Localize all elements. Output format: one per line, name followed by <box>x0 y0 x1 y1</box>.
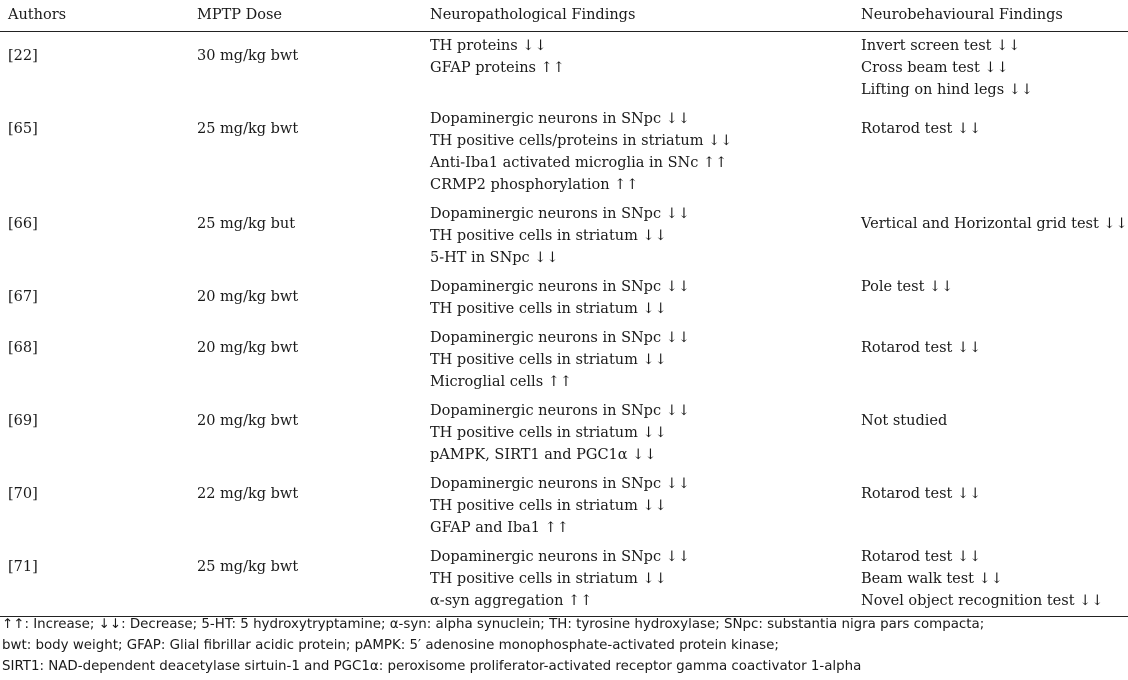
table-footnote <box>2 614 1126 677</box>
table-header <box>0 0 1128 32</box>
finding-line: Pole test ↓↓ <box>861 279 954 295</box>
finding-line: GFAP proteins ↑↑ <box>430 60 565 76</box>
cell-neuropathological <box>430 273 861 324</box>
finding-line: TH positive cells in striatum ↓↓ <box>430 352 667 368</box>
finding-line: TH positive cells in striatum ↓↓ <box>430 571 667 587</box>
table-row <box>0 32 1128 106</box>
table-row <box>0 397 1128 470</box>
finding-line: Rotarod test ↓↓ <box>861 549 982 565</box>
finding-line: Dopaminergic neurons in SNpc ↓↓ <box>430 476 690 492</box>
table-row <box>0 200 1128 273</box>
cell-mptp-dose: 22 mg/kg bwt <box>197 486 299 502</box>
finding-line: TH positive cells in striatum ↓↓ <box>430 228 667 244</box>
cell-neuropathological <box>430 543 861 617</box>
header-mptp-dose: MPTP Dose <box>197 7 283 23</box>
cell-mptp-dose: 25 mg/kg bwt <box>197 559 299 575</box>
cell-neurobehavioural <box>861 470 1128 543</box>
finding-line: Anti-Iba1 activated microglia in SNc ↑↑ <box>430 155 728 171</box>
table-row <box>0 273 1128 324</box>
cell-neuropathological <box>430 470 861 543</box>
cell-neurobehavioural <box>861 324 1128 397</box>
finding-line: α-syn aggregation ↑↑ <box>430 593 593 609</box>
finding-line: 5-HT in SNpc ↓↓ <box>430 250 559 266</box>
finding-line: Vertical and Horizontal grid test ↓↓ <box>861 216 1128 232</box>
finding-line: TH positive cells/proteins in striatum ↓↓ <box>430 133 733 149</box>
finding-line: GFAP and Iba1 ↑↑ <box>430 520 569 536</box>
finding-line: Dopaminergic neurons in SNpc ↓↓ <box>430 279 690 295</box>
finding-line: Rotarod test ↓↓ <box>861 121 982 137</box>
finding-line: Dopaminergic neurons in SNpc ↓↓ <box>430 111 690 127</box>
header-row <box>0 0 1128 32</box>
cell-mptp-dose: 25 mg/kg bwt <box>197 121 299 137</box>
cell-neurobehavioural <box>861 273 1128 324</box>
finding-line: Microglial cells ↑↑ <box>430 374 573 390</box>
finding-line: TH proteins ↓↓ <box>430 38 547 54</box>
cell-author: [22] <box>8 48 38 64</box>
finding-line: Dopaminergic neurons in SNpc ↓↓ <box>430 549 690 565</box>
cell-mptp-dose: 25 mg/kg but <box>197 216 296 232</box>
cell-neuropathological <box>430 200 861 273</box>
cell-author: [69] <box>8 413 38 429</box>
cell-neuropathological <box>430 397 861 470</box>
footnote-line: bwt: body weight; GFAP: Glial fibrillar acidic protein; pAMPK: 5′ adenosine monophosphate-activated protein kinase; <box>2 638 779 653</box>
finding-line: Beam walk test ↓↓ <box>861 571 1003 587</box>
cell-mptp-dose: 20 mg/kg bwt <box>197 340 299 356</box>
finding-line: Dopaminergic neurons in SNpc ↓↓ <box>430 330 690 346</box>
table-row <box>0 324 1128 397</box>
finding-line: Rotarod test ↓↓ <box>861 486 982 502</box>
cell-author: [65] <box>8 121 38 137</box>
cell-neurobehavioural <box>861 32 1128 106</box>
cell-author: [70] <box>8 486 38 502</box>
cell-mptp-dose: 20 mg/kg bwt <box>197 413 299 429</box>
finding-line: Novel object recognition test ↓↓ <box>861 593 1104 609</box>
finding-line: Not studied <box>861 413 948 429</box>
finding-line: Invert screen test ↓↓ <box>861 38 1021 54</box>
finding-line: CRMP2 phosphorylation ↑↑ <box>430 177 639 193</box>
finding-line: Rotarod test ↓↓ <box>861 340 982 356</box>
header-authors: Authors <box>8 7 67 23</box>
finding-line: Dopaminergic neurons in SNpc ↓↓ <box>430 206 690 222</box>
finding-line: Cross beam test ↓↓ <box>861 60 1009 76</box>
footnote-line: SIRT1: NAD-dependent deacetylase sirtuin-1 and PGC1α: peroxisome proliferator-activated receptor gamma coactivator 1-alpha <box>2 659 862 674</box>
cell-neuropathological <box>430 32 861 106</box>
footnote-line: ↑↑: Increase; ↓↓: Decrease; 5-HT: 5 hydroxytryptamine; α-syn: alpha synuclein; TH: tyrosine hydroxylase; SNpc: substantia nigra pars compacta; <box>2 617 985 632</box>
finding-line: TH positive cells in striatum ↓↓ <box>430 425 667 441</box>
table-body <box>0 32 1128 617</box>
table-row <box>0 543 1128 617</box>
finding-line: Dopaminergic neurons in SNpc ↓↓ <box>430 403 690 419</box>
finding-line: TH positive cells in striatum ↓↓ <box>430 301 667 317</box>
cell-neurobehavioural <box>861 200 1128 273</box>
cell-mptp-dose: 30 mg/kg bwt <box>197 48 299 64</box>
cell-author: [67] <box>8 289 38 305</box>
cell-neurobehavioural <box>861 397 1128 470</box>
cell-neurobehavioural <box>861 105 1128 200</box>
header-neuropathological-findings: Neuropathological Findings <box>430 7 636 23</box>
cell-author: [68] <box>8 340 38 356</box>
cell-neurobehavioural <box>861 543 1128 617</box>
table-row <box>0 105 1128 200</box>
cell-neuropathological <box>430 105 861 200</box>
finding-line: TH positive cells in striatum ↓↓ <box>430 498 667 514</box>
cell-mptp-dose: 20 mg/kg bwt <box>197 289 299 305</box>
cell-neuropathological <box>430 324 861 397</box>
cell-author: [71] <box>8 559 38 575</box>
finding-line: Lifting on hind legs ↓↓ <box>861 82 1034 98</box>
cell-author: [66] <box>8 216 38 232</box>
table-row <box>0 470 1128 543</box>
finding-line: pAMPK, SIRT1 and PGC1α ↓↓ <box>430 447 657 463</box>
header-neurobehavioural-findings: Neurobehavioural Findings <box>861 7 1063 23</box>
